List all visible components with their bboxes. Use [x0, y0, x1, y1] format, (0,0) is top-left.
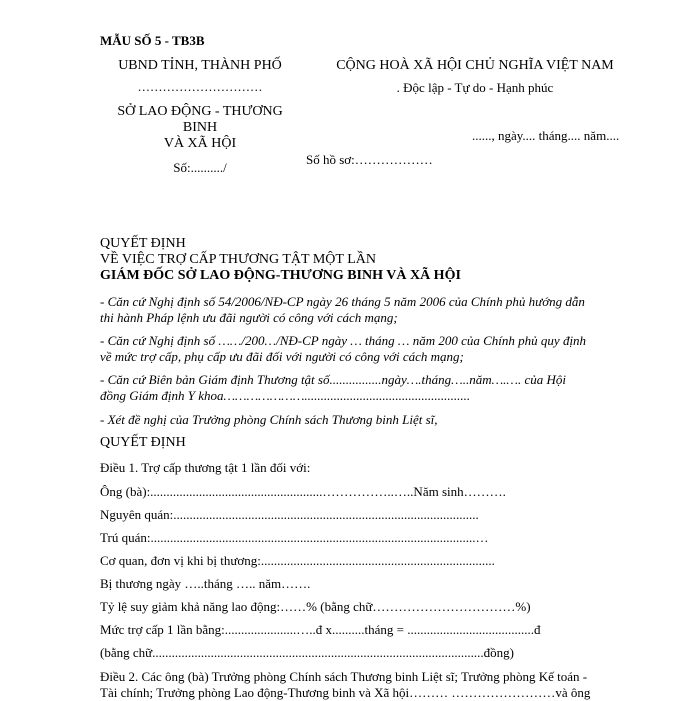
date-line: ......, ngày.... tháng.... năm.... [472, 128, 620, 143]
department-name-line1: SỞ LAO ĐỘNG - THƯƠNG [117, 104, 283, 119]
department-name-line3: VÀ XÃ HỘI [163, 136, 237, 151]
article-2-line1: Điều 2. Các ông (bà) Trưởng phòng Chính sách Thương binh Liệt sĩ; Trưởng phòng Kế toán - [100, 669, 588, 684]
preamble-item: - Căn cứ Biên bản Giám định Thương tật số................ngày….tháng…..năm….…. của Hội [100, 372, 567, 387]
preamble-item: - Căn cứ Nghị định số 54/2006/NĐ-CP ngày 26 tháng 5 năm 2006 của Chính phủ hướng dẫn [100, 294, 585, 309]
field-unit-when-injured: Cơ quan, đơn vị khi bị thương:........................................................................ [100, 553, 495, 568]
decision-heading: QUYẾT ĐỊNH [100, 435, 186, 450]
preamble-item-cont: về mức trợ cấp, phụ cấp ưu đãi đối với người có công với cách mạng; [100, 349, 464, 364]
field-residence: Trú quán:....................................................................................................… [100, 530, 489, 545]
decision-subject: VỀ VIỆC TRỢ CẤP THƯƠNG TẬT MỘT LẦN [100, 252, 376, 267]
national-motto: . Độc lập - Tự do - Hạnh phúc [396, 80, 554, 95]
field-disability-rate: Tỷ lệ suy giảm khả năng lao động:……% (bằng chữ……………………………%) [100, 599, 531, 614]
article-2-line2: Tài chính; Trưởng phòng Lao động-Thương binh và Xã hội……… ……………………và ông [100, 685, 591, 700]
province-dots: ………………………… [137, 80, 263, 94]
field-amount-in-words: (bằng chữ......................................................................................................đồng) [100, 645, 514, 660]
department-name-line2: BINH [182, 120, 218, 135]
national-title: CỘNG HOÀ XÃ HỘI CHỦ NGHĨA VIỆT NAM [336, 58, 614, 73]
document-number: Số:........../ [173, 160, 227, 175]
preamble-item-cont: thi hành Pháp lệnh ưu đãi người có công với cách mạng; [100, 310, 398, 325]
field-hometown: Nguyên quán:.............................................................................................. [100, 507, 479, 522]
preamble-item: - Xét đề nghị của Trưởng phòng Chính sách Thương binh Liệt sĩ, [100, 412, 438, 427]
article-1-heading: Điều 1. Trợ cấp thương tật 1 lần đối với: [100, 460, 311, 475]
preamble-item-cont: đồng Giám định Y khoa…………………................................................... [100, 388, 471, 403]
file-number: Số hồ sơ:……………… [306, 152, 433, 167]
form-code: MẪU SỐ 5 - TB3B [100, 33, 205, 48]
field-injury-date: Bị thương ngày …..tháng ….. năm……. [100, 576, 311, 591]
issuer-title: GIÁM ĐỐC SỞ LAO ĐỘNG-THƯƠNG BINH VÀ XÃ HỘI [100, 268, 461, 283]
field-allowance-amount: Mức trợ cấp 1 lần bằng:......................…..đ x..........tháng = .......................................đ [100, 622, 541, 637]
preamble-item: - Căn cứ Nghị định số ……/200…/NĐ-CP ngày … tháng … năm 200 của Chính phủ quy định [100, 333, 587, 348]
province-label: UBND TỈNH, THÀNH PHỐ [118, 58, 282, 73]
decision-title: QUYẾT ĐỊNH [100, 236, 186, 251]
field-name-birth-year: Ông (bà):.....................................................……………..…..Năm sinh………. [100, 484, 506, 499]
